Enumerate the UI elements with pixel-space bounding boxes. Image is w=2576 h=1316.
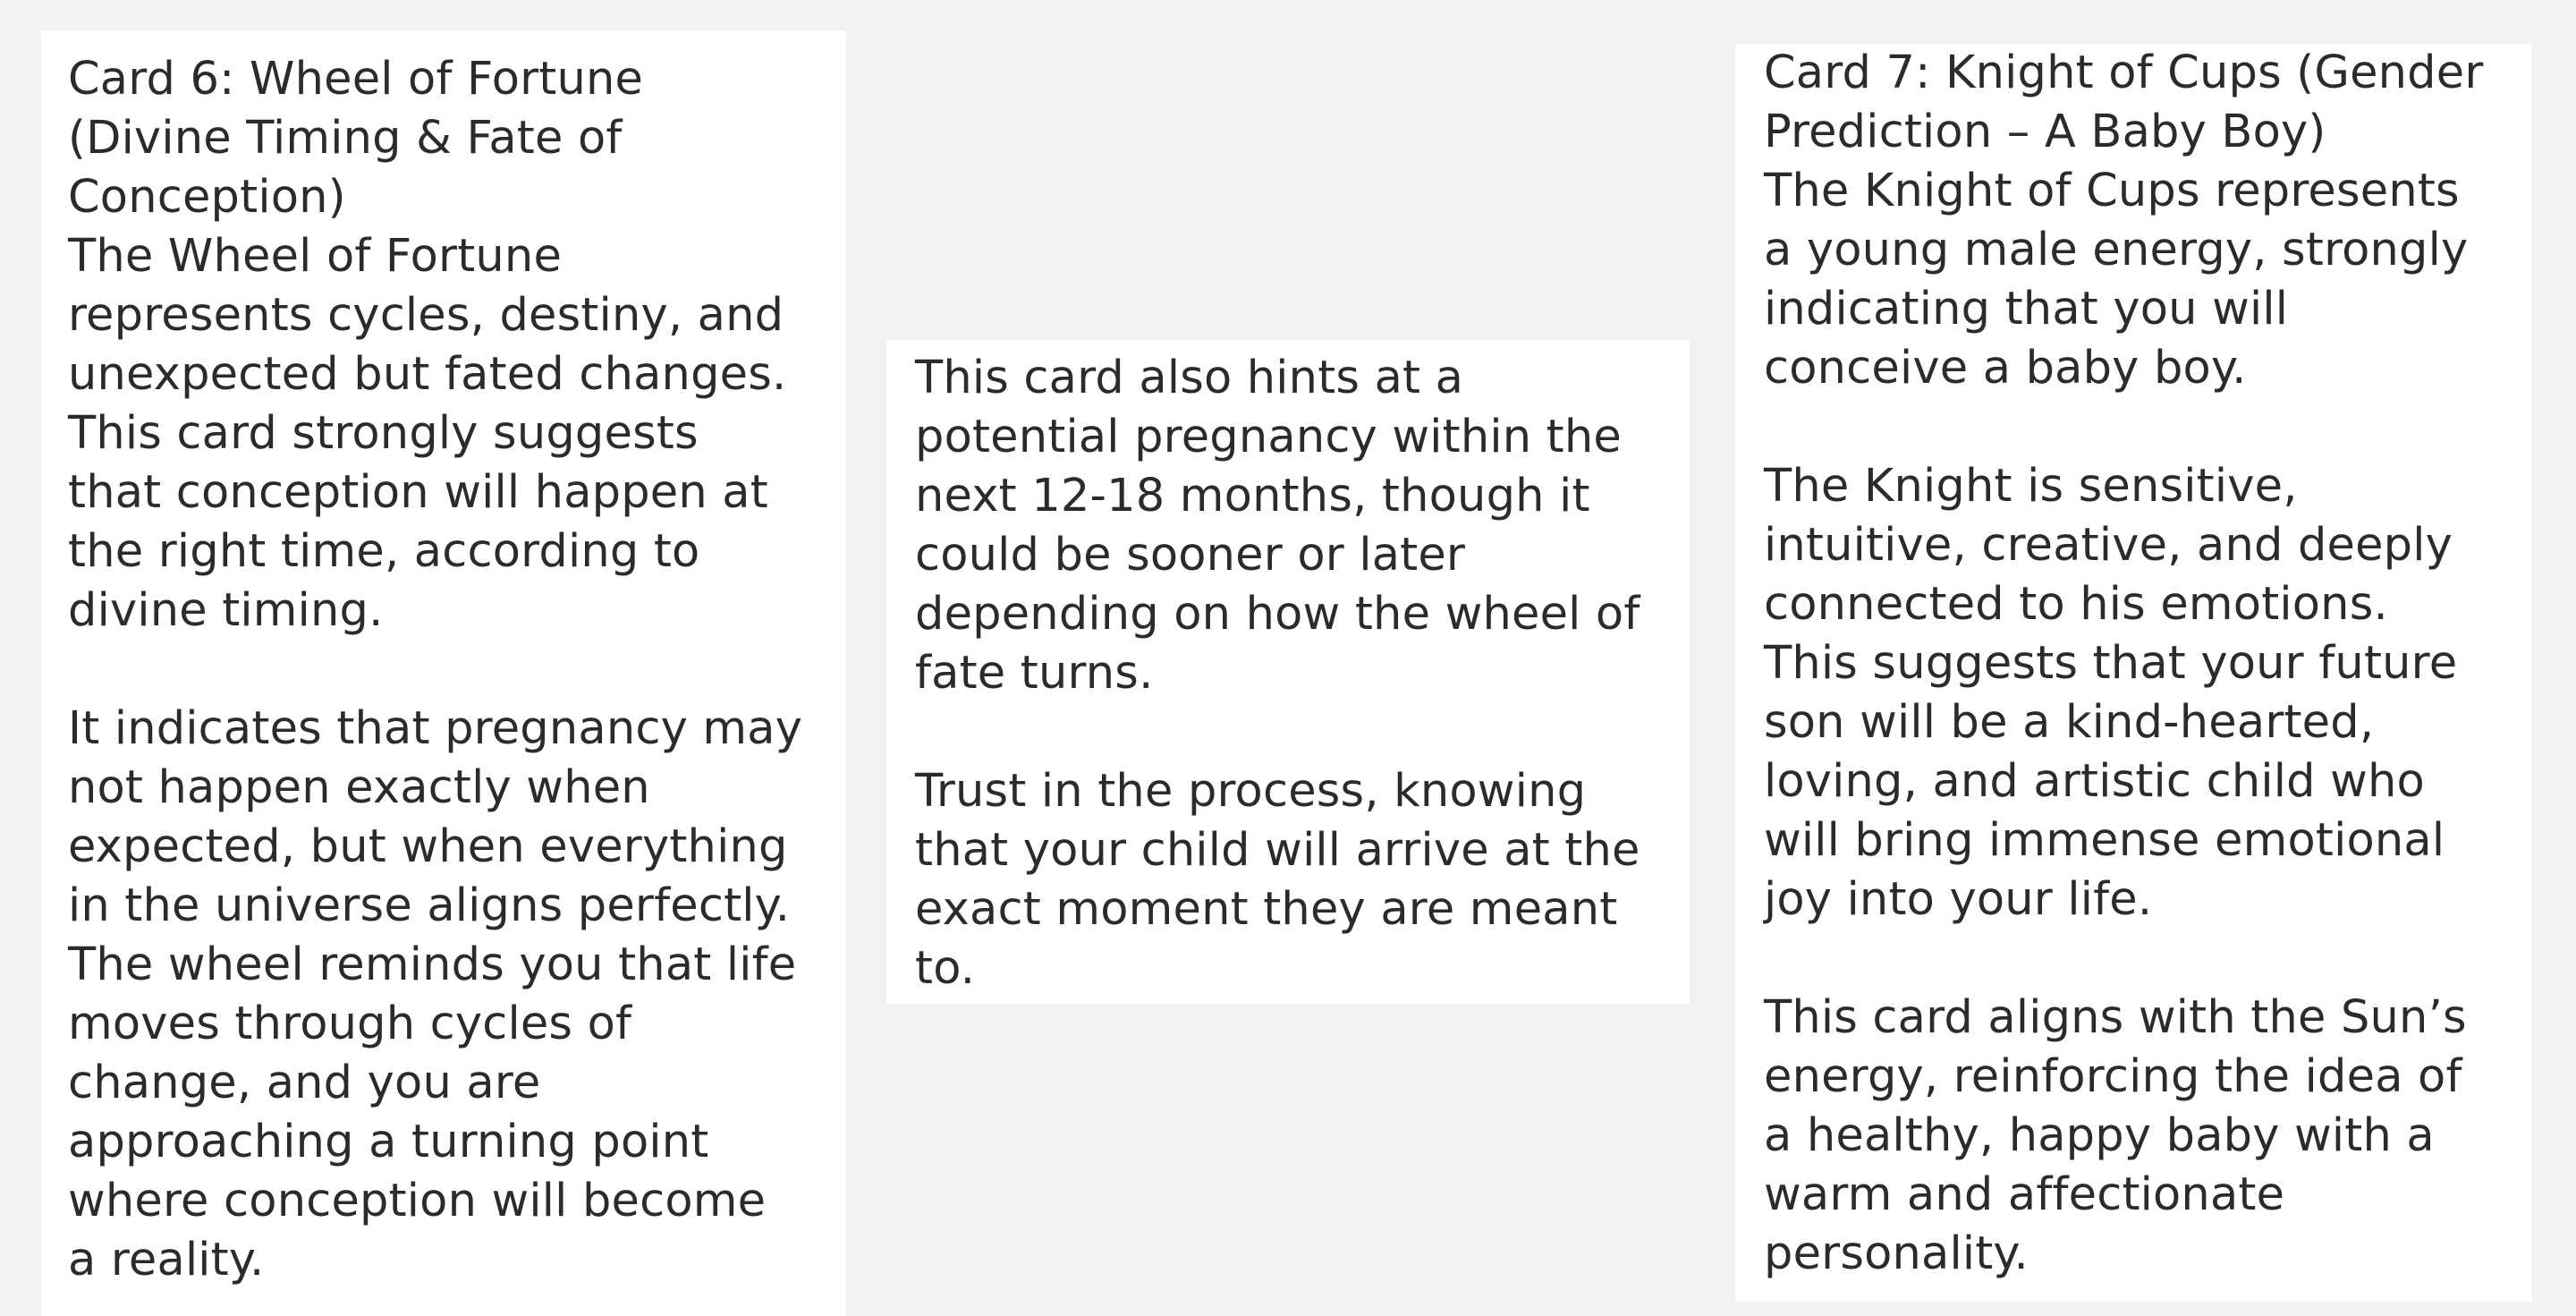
knight-of-cups-paragraph-3: This card aligns with the Sun’s energy, reinforcing the idea of a healthy, happy baby with a warm and affectionate personality. xyxy=(1764,991,2467,1280)
wheel-of-fortune-paragraph-1: The Wheel of Fortune represents cycles, destiny, and unexpected but fated changes. This card strongly suggests that conception will happen at the right time, according to divine timing. xyxy=(68,230,787,637)
wheel-of-fortune-paragraph-2: It indicates that pregnancy may not happen exactly when expected, but when everything in the universe aligns perfectly. The wheel reminds you that life moves through cycles of change, and you are approaching a turning point where conception will become a reality. xyxy=(68,702,803,1286)
knight-of-cups-title-and-intro xyxy=(1764,44,2531,398)
timing-paragraph-2: Trust in the process, knowing that your child will arrive at the exact moment they are meant to. xyxy=(915,765,1640,995)
wheel-of-fortune-card-panel xyxy=(41,30,846,1316)
timing-continuation-panel xyxy=(886,340,1690,1004)
knight-of-cups-title: Card 7: Knight of Cups (Gender Prediction – A Baby Boy) xyxy=(1764,47,2484,158)
timing-paragraph-1: This card also hints at a potential pregnancy within the next 12-18 months, though it could be sooner or later depending on how the wheel of fate turns. xyxy=(915,352,1640,700)
knight-of-cups-card-panel xyxy=(1735,44,2531,1302)
wheel-of-fortune-title-and-intro xyxy=(68,50,846,641)
wheel-of-fortune-title: Card 6: Wheel of Fortune (Divine Timing & Fate of Conception) xyxy=(68,53,644,224)
knight-of-cups-paragraph-2: The Knight is sensitive, intuitive, creative, and deeply connected to his emotions. This suggests that your future son will be a kind-hearted, loving, and artistic child who will bring immense emotional joy into your life. xyxy=(1764,460,2458,926)
knight-of-cups-paragraph-1: The Knight of Cups represents a young male energy, strongly indicating that you will conceive a baby boy. xyxy=(1764,165,2469,395)
